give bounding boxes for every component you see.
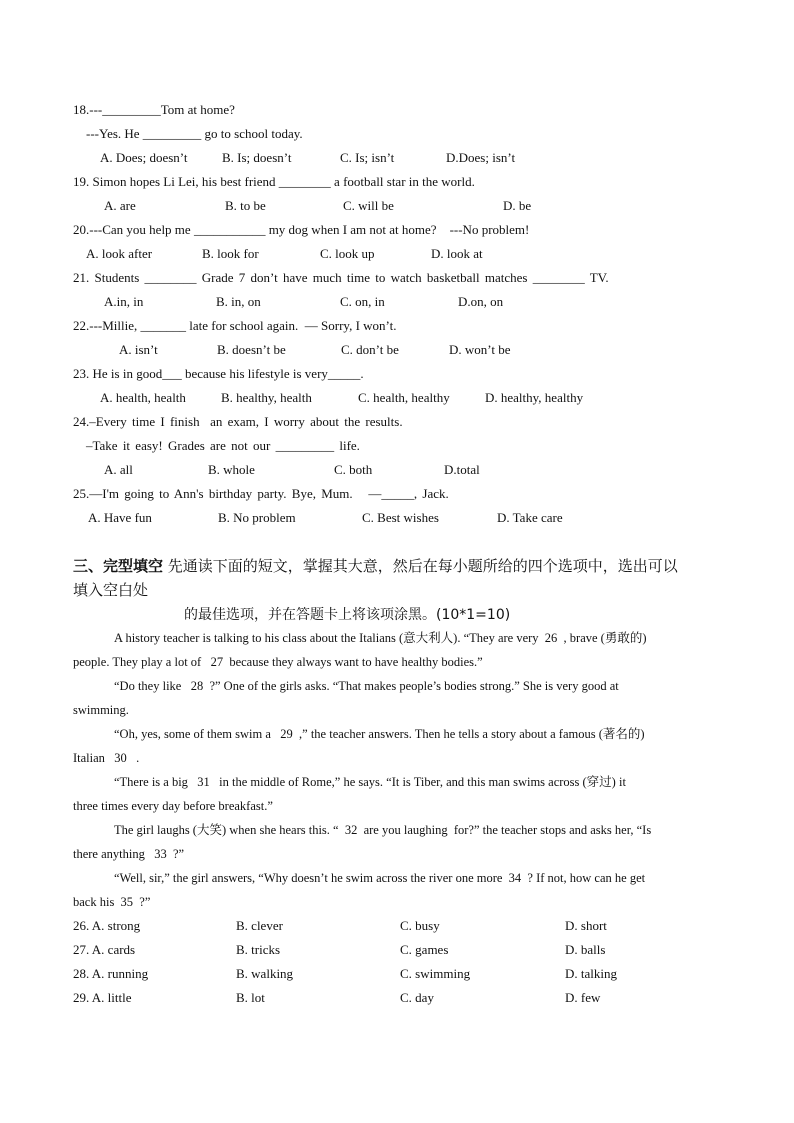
question-22-option-a: A. isn’t	[119, 342, 158, 357]
question-23-option-b: B. healthy, health	[221, 390, 312, 405]
question-19-option-c: C. will be	[343, 198, 394, 213]
section-3-title: 三、完型填空	[73, 557, 164, 575]
cloze-26-option-d: D. short	[565, 918, 607, 933]
passage-line: there anything 33 ?”	[73, 847, 185, 861]
question-18-stem: 18.---_________Tom at home?	[73, 102, 235, 117]
section-3-instructions-line2: 填入空白处	[73, 581, 149, 599]
cloze-28-option-a: 28. A. running	[73, 966, 149, 981]
question-19-option-a: A. are	[104, 198, 136, 213]
question-20-stem: 20.---Can you help me ___________ my dog when I am not at home? ---No problem!	[73, 222, 530, 237]
question-18-option-b: B. Is; doesn’t	[222, 150, 292, 165]
cloze-29-option-b: B. lot	[236, 990, 265, 1005]
cloze-26-option-b: B. clever	[236, 918, 283, 933]
passage-line: swimming.	[73, 703, 129, 717]
question-20-option-c: C. look up	[320, 246, 375, 261]
question-24-option-d: D.total	[444, 462, 480, 477]
section-3-instructions: 先通读下面的短文，掌握其大意，然后在每小题所给的四个选项中，选出可以	[163, 557, 678, 575]
question-24-option-c: C. both	[334, 462, 373, 477]
passage-line: “There is a big 31 in the middle of Rome,” he says. “It is Tiber, and this man swims across (穿过) it	[114, 775, 626, 789]
passage-line: A history teacher is talking to his class about the Italians (意大利人). “They are very 26 , brave (勇敢的)	[114, 631, 647, 645]
cloze-29-option-a: 29. A. little	[73, 990, 132, 1005]
question-21-option-d: D.on, on	[458, 294, 504, 309]
cloze-28-option-c: C. swimming	[400, 966, 471, 981]
question-21-stem: 21. Students ________ Grade 7 don’t have much time to watch basketball matches ________ TV.	[73, 270, 609, 285]
question-23-option-c: C. health, healthy	[358, 390, 450, 405]
cloze-28-option-b: B. walking	[236, 966, 294, 981]
question-23-option-d: D. healthy, healthy	[485, 390, 584, 405]
question-24-option-a: A. all	[104, 462, 133, 477]
question-18-option-d: D.Does; isn’t	[446, 150, 516, 165]
question-23-option-a: A. health, health	[100, 390, 186, 405]
cloze-26-option-c: C. busy	[400, 918, 440, 933]
question-18-option-a: A. Does; doesn’t	[100, 150, 188, 165]
question-24-stem2: –Take it easy! Grades are not our _________ life.	[86, 438, 360, 453]
cloze-27-option-a: 27. A. cards	[73, 942, 136, 957]
passage-line: back his 35 ?”	[73, 895, 151, 909]
question-20-option-b: B. look for	[202, 246, 259, 261]
cloze-28-option-d: D. talking	[565, 966, 617, 981]
cloze-27-option-b: B. tricks	[236, 942, 281, 957]
question-25-option-c: C. Best wishes	[362, 510, 439, 525]
cloze-29-option-d: D. few	[565, 990, 601, 1005]
question-25-stem: 25.—I'm going to Ann's birthday party. Bye, Mum. —_____, Jack.	[73, 486, 449, 501]
question-19-option-d: D. be	[503, 198, 532, 213]
question-22-stem: 22.---Millie, _______ late for school again. — Sorry, I won’t.	[73, 318, 397, 333]
question-21-option-a: A.in, in	[104, 294, 144, 309]
section-3-instructions-line3: 的最佳选项，并在答题卡上将该项涂黑。(10*1=10)	[184, 607, 511, 623]
passage-line: “Do they like 28 ?” One of the girls asks. “That makes people’s bodies strong.” She is very good at	[114, 679, 619, 693]
passage-line: “Well, sir,” the girl answers, “Why doesn’t he swim across the river one more 34 ? If not, how can he get	[114, 871, 646, 885]
question-18-stem2: ---Yes. He _________ go to school today.	[86, 126, 303, 141]
question-19-option-b: B. to be	[225, 198, 266, 213]
question-20-option-a: A. look after	[86, 246, 153, 261]
passage-line: three times every day before breakfast.”	[73, 799, 273, 813]
cloze-27-option-c: C. games	[400, 942, 449, 957]
question-18-option-c: C. Is; isn’t	[340, 150, 395, 165]
question-22-option-b: B. doesn’t be	[217, 342, 286, 357]
question-25-option-a: A. Have fun	[88, 510, 152, 525]
question-20-option-d: D. look at	[431, 246, 483, 261]
question-25-option-d: D. Take care	[497, 510, 563, 525]
question-24-option-b: B. whole	[208, 462, 255, 477]
question-24-stem: 24.–Every time I finish an exam, I worry about the results.	[73, 414, 403, 429]
question-21-option-c: C. on, in	[340, 294, 385, 309]
passage-line: “Oh, yes, some of them swim a 29 ,” the teacher answers. Then he tells a story about a famous (著名的)	[114, 727, 645, 741]
question-22-option-c: C. don’t be	[341, 342, 399, 357]
question-23-stem: 23. He is in good___ because his lifestyle is very_____.	[73, 366, 364, 381]
question-21-option-b: B. in, on	[216, 294, 261, 309]
passage-line: people. They play a lot of 27 because they always want to have healthy bodies.”	[73, 655, 483, 669]
passage-line: Italian 30 .	[73, 751, 140, 765]
passage-line: The girl laughs (大笑) when she hears this. “ 32 are you laughing for?” the teacher stops and asks her, “Is	[114, 823, 652, 837]
cloze-27-option-d: D. balls	[565, 942, 606, 957]
question-22-option-d: D. won’t be	[449, 342, 511, 357]
question-25-option-b: B. No problem	[218, 510, 296, 525]
question-19-stem: 19. Simon hopes Li Lei, his best friend ________ a football star in the world.	[73, 174, 475, 189]
section-3-heading	[73, 556, 678, 576]
cloze-29-option-c: C. day	[400, 990, 434, 1005]
cloze-26-option-a: 26. A. strong	[73, 918, 141, 933]
